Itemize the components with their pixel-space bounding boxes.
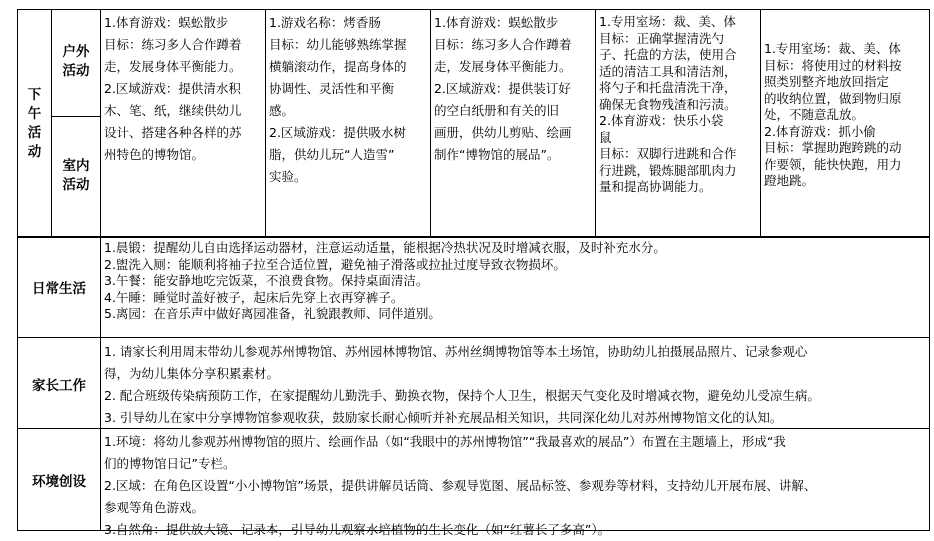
col-divider [265,9,266,237]
cell-line: 4.午睡：睡觉时盖好被子，起床后先穿上衣再穿裤子。 [104,289,404,305]
cell-line: 目标：将使用过的材料按 [764,57,902,73]
cell-line: 实验。 [269,169,307,184]
cell-line: 1.游戏名称：烤香肠 [269,15,381,30]
cell-line: 1. 请家长利用周末带幼儿参观苏州博物馆、苏州园林博物馆、苏州丝绸博物馆等本土场馆，协助幼儿拍摄展品照片、记录参观心 [104,344,808,359]
cell-line: 5.离园：在音乐声中做好离园准备，礼貌跟教师、同伴道别。 [104,306,441,321]
cell-line: 3.自然角：提供放大镜、记录本，引导幼儿观察水培植物的生长变化（如“红薯长了多高”）。 [104,522,611,537]
afternoon-section-label [18,86,51,162]
daily-life-label: 日常生活 [32,281,86,297]
cell-line: 设计、搭建各种各样的苏 [104,125,242,140]
afternoon-label-char: 下 [27,87,42,103]
environment-label: 环境创设 [32,474,86,490]
cell-line: 协调性、灵活性和平衡 [269,81,395,96]
cell-line: 目标：正确掌握清洗勺 [599,30,725,46]
afternoon-col-1 [104,12,264,166]
cell-line: 目标：掌握助跑跨跳的动 [764,140,902,155]
cell-line: 2.区域游戏：提供清水积 [104,81,241,96]
col-divider [100,9,101,531]
indoor-label-line: 室内 [62,158,90,174]
cell-line: 目标：双脚行进跳和合作 [599,146,737,161]
cell-line: 将勺子和托盘清洗干净， [599,80,737,95]
environment-content [104,431,928,541]
cell-line: 鼠 [599,129,612,145]
cell-line: 2.区域：在角色区设置“小小博物馆”场景，提供讲解员话筒、参观导览图、展品标签、参观券等材料，支持幼儿开展布展、讲解、 [104,478,817,493]
afternoon-label-char: 动 [27,144,42,160]
cell-line: 1.体育游戏：蜈蚣散步 [104,15,229,30]
cell-line: 3. 引导幼儿在家中分享博物馆参观收获，鼓励家长耐心倾听并补充展品相关知识，共同深化幼儿对苏州博物馆文化的认知。 [104,410,783,425]
parent-work-content [104,341,928,429]
afternoon-label-char: 活 [27,125,42,141]
col-divider [430,9,431,237]
cell-line: 1.体育游戏：蜈蚣散步 [434,15,559,30]
cell-line: 适的清洁工具和清洁剂， [599,63,737,79]
cell-line: 的空白纸册和有关的旧 [434,103,560,118]
cell-line: 横躺滚动作，提高身体的 [269,59,407,74]
outdoor-activity-label [52,43,100,81]
cell-line: 目标：练习多人合作蹲着 [104,37,242,52]
cell-line: 2. 配合班级传染病预防工作，在家提醒幼儿勤洗手、勤换衣物，保持个人卫生，根据天气变化及时增减衣物，避免幼儿受凉生病。 [104,388,820,403]
col-divider [760,9,761,237]
outdoor-label-line: 户外 [62,44,90,60]
cell-line: 参观等角色游戏。 [104,500,205,515]
cell-line: 画册，供幼儿剪贴、绘画 [434,125,572,140]
indoor-label-line: 活动 [62,177,90,193]
cell-line: 确保无食物残渣和污渍。 [599,96,737,112]
row-divider [17,236,930,238]
table-border-right [929,9,930,531]
cell-line: 州特色的博物馆。 [104,147,205,162]
cell-line: 行进跳，锻炼腿部肌肉力 [599,162,737,178]
cell-line: 量和提高协调能力。 [599,179,712,194]
cell-line: 感。 [269,103,295,118]
outdoor-label-line: 活动 [62,63,90,79]
cell-line: 2.体育游戏：抓小偷 [764,123,876,139]
afternoon-col-3 [434,12,594,166]
table-border-top [17,9,930,10]
afternoon-col-5 [764,41,928,190]
row-divider [17,337,930,338]
cell-line: 作要领，能快快跑，用力 [764,156,902,172]
cell-line: 蹬地跳。 [764,173,815,188]
cell-line: 子、托盘的方法，使用合 [599,47,737,62]
parent-work-label: 家长工作 [32,378,86,394]
afternoon-label-char: 午 [27,106,42,122]
cell-line: 得，为幼儿集体分享积累素材。 [104,366,280,381]
daily-life-content [104,240,928,323]
cell-line: 1.环境：将幼儿参观苏州博物馆的照片、绘画作品（如“我眼中的苏州博物馆”“我最喜欢的展品”）布置在主题墙上，形成“我 [104,434,786,449]
cell-line: 走，发展身体平衡能力。 [104,59,242,74]
cell-line: 们的博物馆日记”专栏。 [104,456,236,471]
outdoor-indoor-divider [51,116,100,117]
cell-line: 2.区域游戏：提供吸水树 [269,125,406,140]
indoor-activity-label [52,157,100,195]
cell-line: 制作“博物馆的展品”。 [434,147,560,162]
afternoon-col-4 [599,14,759,196]
cell-line: 3.午餐：能安静地吃完饭菜，不浪费食物。保持桌面清洁。 [104,273,429,288]
cell-line: 目标：幼儿能够熟练掌握 [269,37,407,52]
cell-line: 2.体育游戏：快乐小袋 [599,113,724,128]
col-divider [595,9,596,237]
cell-line: 1.专用室场：裁、美、体 [764,41,901,56]
cell-line: 脂，供幼儿玩“人造雪” [269,147,395,162]
cell-line: 木、笔、纸，继续供幼儿 [104,103,242,118]
cell-line: 1.晨锻：提醒幼儿自由选择运动器材，注意运动适量，能根据冷热状况及时增减衣服，及时补充水分。 [104,240,666,255]
afternoon-col-2 [269,12,429,188]
cell-line: 目标：练习多人合作蹲着 [434,37,572,52]
cell-line: 走，发展身体平衡能力。 [434,59,572,74]
cell-line: 照类别整齐地放回指定 [764,74,890,89]
cell-line: 2.盥洗入厕：能顺利将袖子拉至合适位置，避免袖子滑落或拉扯过度导致衣物损坏。 [104,256,566,272]
cell-line: 处，不随意乱放。 [764,107,865,122]
cell-line: 的收纳位置，做到物归原 [764,90,902,106]
cell-line: 1.专用室场：裁、美、体 [599,14,736,29]
cell-line: 2.区域游戏：提供装订好 [434,81,571,96]
